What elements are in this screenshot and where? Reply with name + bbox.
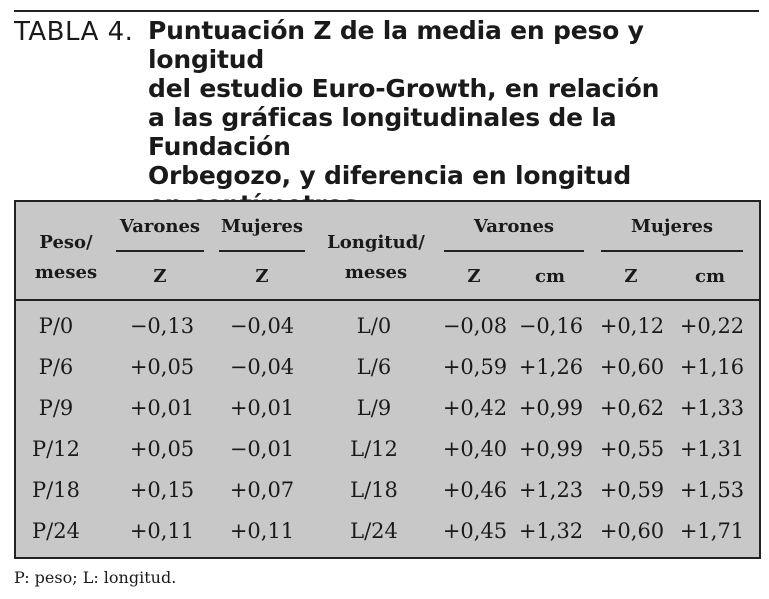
header-separator (16, 299, 759, 301)
cell-z-mujeres-long: +0,12 (599, 314, 665, 338)
cell-z-varones-peso: +0,05 (129, 437, 195, 461)
cell-z-varones-long: +0,46 (442, 478, 508, 502)
cell-peso-mes: P/18 (32, 478, 80, 502)
cell-z-mujeres-long: +0,60 (599, 355, 665, 379)
cell-cm-varones: +0,99 (518, 437, 584, 461)
caption-title (148, 16, 748, 219)
header-z: Z (467, 266, 481, 287)
cell-z-varones-peso: +0,11 (129, 519, 195, 543)
header-cm: cm (534, 266, 565, 287)
cell-z-varones-peso: +0,15 (129, 478, 195, 502)
cell-longitud-mes: L/6 (356, 355, 392, 379)
cell-cm-varones: +1,32 (518, 519, 584, 543)
cell-longitud-mes: L/18 (350, 478, 398, 502)
cell-cm-varones: −0,16 (518, 314, 584, 338)
cell-z-mujeres-long: +0,55 (599, 437, 665, 461)
cell-z-mujeres-long: +0,60 (599, 519, 665, 543)
cell-cm-mujeres: +1,16 (679, 355, 745, 379)
cell-z-mujeres-peso: +0,11 (229, 519, 295, 543)
cell-peso-mes: P/24 (32, 519, 80, 543)
header-cm: cm (694, 266, 725, 287)
header-varones-peso: Varones (119, 216, 201, 237)
cell-longitud-mes: L/9 (356, 396, 392, 420)
cell-z-varones-long: +0,45 (442, 519, 508, 543)
cell-cm-varones: +1,23 (518, 478, 584, 502)
cell-cm-mujeres: +1,71 (679, 519, 745, 543)
cell-longitud-mes: L/0 (356, 314, 392, 338)
cell-peso-mes: P/0 (38, 314, 74, 338)
header-mujeres-peso: Mujeres (220, 216, 304, 237)
cell-z-mujeres-peso: −0,01 (229, 437, 295, 461)
cell-z-mujeres-peso: +0,01 (229, 396, 295, 420)
cell-z-mujeres-long: +0,59 (599, 478, 665, 502)
header-longitud (316, 228, 436, 288)
cell-cm-varones: +0,99 (518, 396, 584, 420)
header-z: Z (153, 266, 167, 287)
header-varones-longitud: Varones (473, 216, 555, 237)
cell-cm-mujeres: +0,22 (679, 314, 745, 338)
header-longitud-line1: Longitud/ (327, 232, 425, 253)
header-longitud-line2: meses (344, 262, 408, 283)
data-table (14, 200, 761, 559)
footnote: P: peso; L: longitud. (14, 568, 177, 587)
cell-longitud-mes: L/24 (350, 519, 398, 543)
cell-z-varones-peso: −0,13 (129, 314, 195, 338)
header-z: Z (255, 266, 269, 287)
header-peso-line2: meses (34, 262, 98, 283)
header-rule (444, 250, 584, 252)
cell-peso-mes: P/12 (32, 437, 80, 461)
cell-z-mujeres-peso: −0,04 (229, 314, 295, 338)
cell-z-mujeres-peso: +0,07 (229, 478, 295, 502)
cell-z-varones-long: −0,08 (442, 314, 508, 338)
cell-z-mujeres-long: +0,62 (599, 396, 665, 420)
caption-line: Puntuación Z de la media en peso y longitud (148, 16, 644, 74)
cell-z-varones-peso: +0,05 (129, 355, 195, 379)
caption-line: Orbegozo, y diferencia en longitud (148, 161, 632, 190)
caption-line: a las gráficas longitudinales de la Fundación (148, 103, 617, 161)
cell-peso-mes: P/9 (38, 396, 74, 420)
cell-peso-mes: P/6 (38, 355, 74, 379)
header-mujeres-longitud: Mujeres (630, 216, 714, 237)
cell-z-varones-long: +0,40 (442, 437, 508, 461)
cell-z-varones-long: +0,59 (442, 355, 508, 379)
cell-z-varones-long: +0,42 (442, 396, 508, 420)
header-peso-line1: Peso/ (39, 232, 93, 253)
header-rule (116, 250, 204, 252)
header-z: Z (624, 266, 638, 287)
cell-z-varones-peso: +0,01 (129, 396, 195, 420)
header-rule (601, 250, 743, 252)
cell-cm-mujeres: +1,33 (679, 396, 745, 420)
caption-label: TABLA 4. (14, 17, 134, 47)
header-rule (219, 250, 305, 252)
top-rule (14, 10, 759, 12)
caption-line: del estudio Euro-Growth, en relación (148, 74, 660, 103)
cell-cm-varones: +1,26 (518, 355, 584, 379)
cell-cm-mujeres: +1,53 (679, 478, 745, 502)
cell-cm-mujeres: +1,31 (679, 437, 745, 461)
header-peso (20, 228, 112, 288)
cell-z-mujeres-peso: −0,04 (229, 355, 295, 379)
cell-longitud-mes: L/12 (350, 437, 398, 461)
